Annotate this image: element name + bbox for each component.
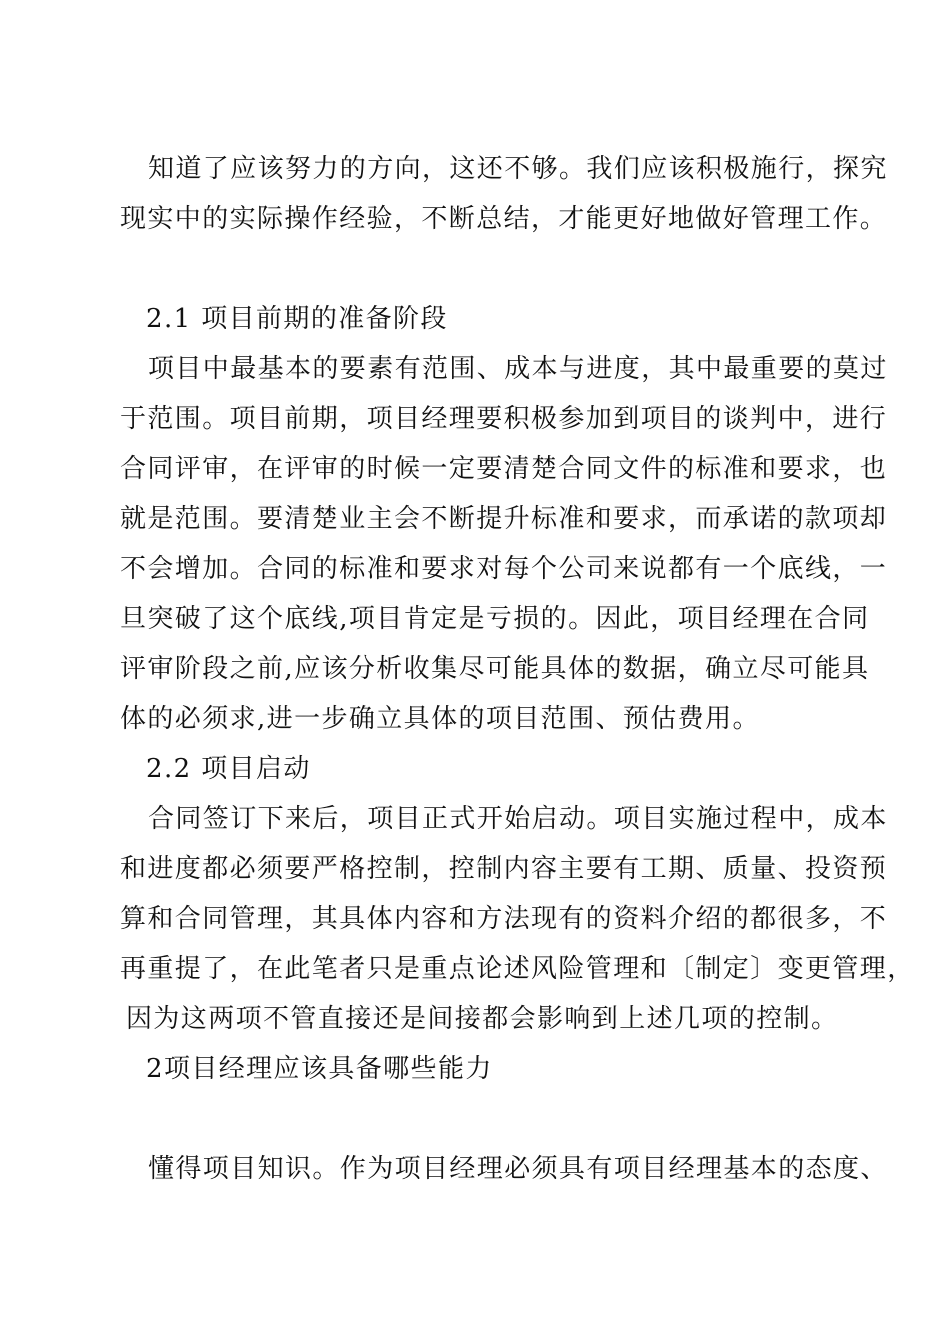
paragraph-line: 知道了应该努力的方向，这还不够。我们应该积极施行，探究 [148, 154, 888, 184]
paragraph-line: 现实中的实际操作经验，不断总结，才能更好地做好管理工作。 [120, 204, 888, 234]
paragraph-line: 旦突破了这个底线,项目肯定是亏损的。因此，项目经理在合同 [120, 604, 870, 634]
section-heading-2: 2项目经理应该具备哪些能力 [146, 1054, 493, 1084]
paragraph-line: 评审阶段之前,应该分析收集尽可能具体的数据，确立尽可能具 [120, 654, 870, 684]
section-heading-2-2: 2.2 项目启动 [146, 754, 311, 784]
paragraph-line: 因为这两项不管直接还是间接都会影响到上述几项的控制。 [126, 1004, 839, 1034]
paragraph-line: 不会增加。合同的标准和要求对每个公司来说都有一个底线，一 [120, 554, 888, 584]
paragraph-line: 就是范围。要清楚业主会不断提升标准和要求，而承诺的款项却 [120, 504, 888, 534]
paragraph-line: 于范围。项目前期，项目经理要积极参加到项目的谈判中，进行 [120, 404, 888, 434]
paragraph-line: 项目中最基本的要素有范围、成本与进度，其中最重要的莫过 [148, 354, 888, 384]
paragraph-line: 再重提了，在此笔者只是重点论述风险管理和〔制定〕变更管理， [120, 954, 915, 984]
paragraph-line: 合同评审，在评审的时候一定要清楚合同文件的标准和要求，也 [120, 454, 888, 484]
paragraph-line: 合同签订下来后，项目正式开始启动。项目实施过程中，成本 [148, 804, 888, 834]
section-heading-2-1: 2.1 项目前期的准备阶段 [146, 304, 448, 334]
paragraph-line: 算和合同管理，其具体内容和方法现有的资料介绍的都很多，不 [120, 904, 888, 934]
paragraph-line: 体的必须求,进一步确立具体的项目范围、预估费用。 [120, 704, 760, 734]
paragraph-line: 和进度都必须要严格控制，控制内容主要有工期、质量、投资预 [120, 854, 888, 884]
paragraph-line: 懂得项目知识。作为项目经理必须具有项目经理基本的态度、 [148, 1154, 888, 1184]
